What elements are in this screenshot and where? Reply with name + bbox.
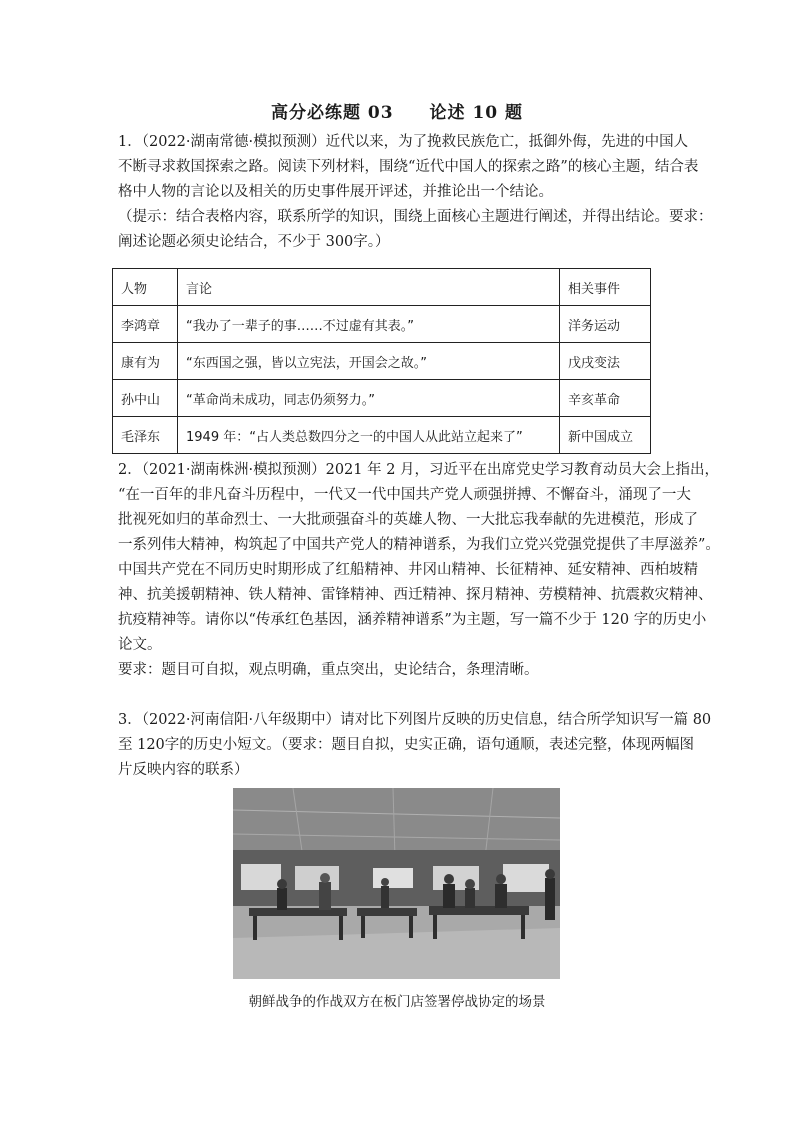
table-cell-quote: “东西国之强，皆以立宪法，开国会之故。” [178, 343, 560, 380]
text-line: 阐述论题必须史论结合，不少于 300字。） [118, 234, 390, 250]
table-cell-event: 辛亥革命 [560, 380, 651, 417]
text-line: （提示：结合表格内容，联系所学的知识，围绕上面核心主题进行阐述，并得出结论。要求： [118, 209, 713, 225]
photo-caption: 朝鲜战争的作战双方在板门店签署停战协定的场景 [248, 994, 546, 1010]
table-header-cell: 相关事件 [560, 269, 651, 306]
table-cell-person: 李鸿章 [113, 306, 178, 343]
text-line: 中国共产党在不同历史时期形成了红船精神、井冈山精神、长征精神、延安精神、西柏坡精 [118, 562, 698, 578]
text-line: 抗疫精神等。请你以“传承红色基因，涵养精神谱系”为主题，写一篇不少于 120 字的历史小 [118, 612, 707, 628]
text-line: 至 120字的历史小短文。（要求：题目自拟，史实正确，语句通顺，表述完整，体现两幅图 [118, 737, 695, 753]
table-cell-quote: 1949 年：“占人类总数四分之一的中国人从此站立起来了” [178, 417, 560, 454]
page-title [0, 98, 794, 123]
table-cell-event: 洋务运动 [560, 306, 651, 343]
table-row [113, 343, 651, 380]
text-line: 格中人物的言论以及相关的历史事件展开评述，并推论出一个结论。 [118, 184, 553, 200]
title-part-1: 高分必练题 03 [270, 103, 394, 123]
table-cell-quote: “革命尚未成功，同志仍须努力。” [178, 380, 560, 417]
table-row [113, 380, 651, 417]
text-line: 1．（2022·湖南常德·模拟预测）近代以来，为了挽救民族危亡，抵御外侮，先进的中国人 [118, 134, 689, 150]
text-line: 一系列伟大精神，构筑起了中国共产党人的精神谱系，为我们立党兴党强党提供了丰厚滋养”。 [118, 537, 720, 553]
table-header-row [113, 269, 651, 306]
armistice-signing-photo [233, 788, 560, 979]
text-line: 论文。 [118, 637, 162, 653]
table-cell-event: 新中国成立 [560, 417, 651, 454]
table-cell-person: 孙中山 [113, 380, 178, 417]
text-line: 神、抗美援朝精神、铁人精神、雷锋精神、西迁精神、探月精神、劳模精神、抗震救灾精神、 [118, 587, 713, 603]
text-line: 不断寻求救国探索之路。阅读下列材料，围绕“近代中国人的探索之路”的核心主题，结合表 [118, 159, 699, 175]
text-line: 要求：题目可自拟，观点明确，重点突出，史论结合，条理清晰。 [118, 662, 539, 678]
table-row [113, 417, 651, 454]
text-line: 批视死如归的革命烈士、一大批顽强奋斗的英雄人物、一大批忘我奉献的先进模范，形成了 [118, 512, 698, 528]
table-cell-person: 康有为 [113, 343, 178, 380]
table-cell-quote: “我办了一辈子的事……不过虚有其表。” [178, 306, 560, 343]
text-line: 2．（2021·湖南株洲·模拟预测）2021 年 2 月，习近平在出席党史学习教育动员大会上指出， [118, 462, 720, 478]
question-1-table [112, 268, 651, 454]
question-3-text [118, 708, 712, 783]
text-line: 3．（2022·河南信阳·八年级期中）请对比下列图片反映的历史信息，结合所学知识写一篇 80 [118, 712, 712, 728]
table-header-cell: 人物 [113, 269, 178, 306]
table-cell-event: 戊戌变法 [560, 343, 651, 380]
title-part-2: 论述 10 题 [429, 103, 524, 123]
question-2-text [118, 458, 720, 683]
text-line: “在一百年的非凡奋斗历程中，一代又一代中国共产党人顽强拼搏、不懈奋斗，涌现了一大 [118, 487, 691, 503]
table-header-cell: 言论 [178, 269, 560, 306]
table-row [113, 306, 651, 343]
question-1-text [118, 130, 713, 255]
table-cell-person: 毛泽东 [113, 417, 178, 454]
text-line: 片反映内容的联系） [118, 762, 249, 778]
